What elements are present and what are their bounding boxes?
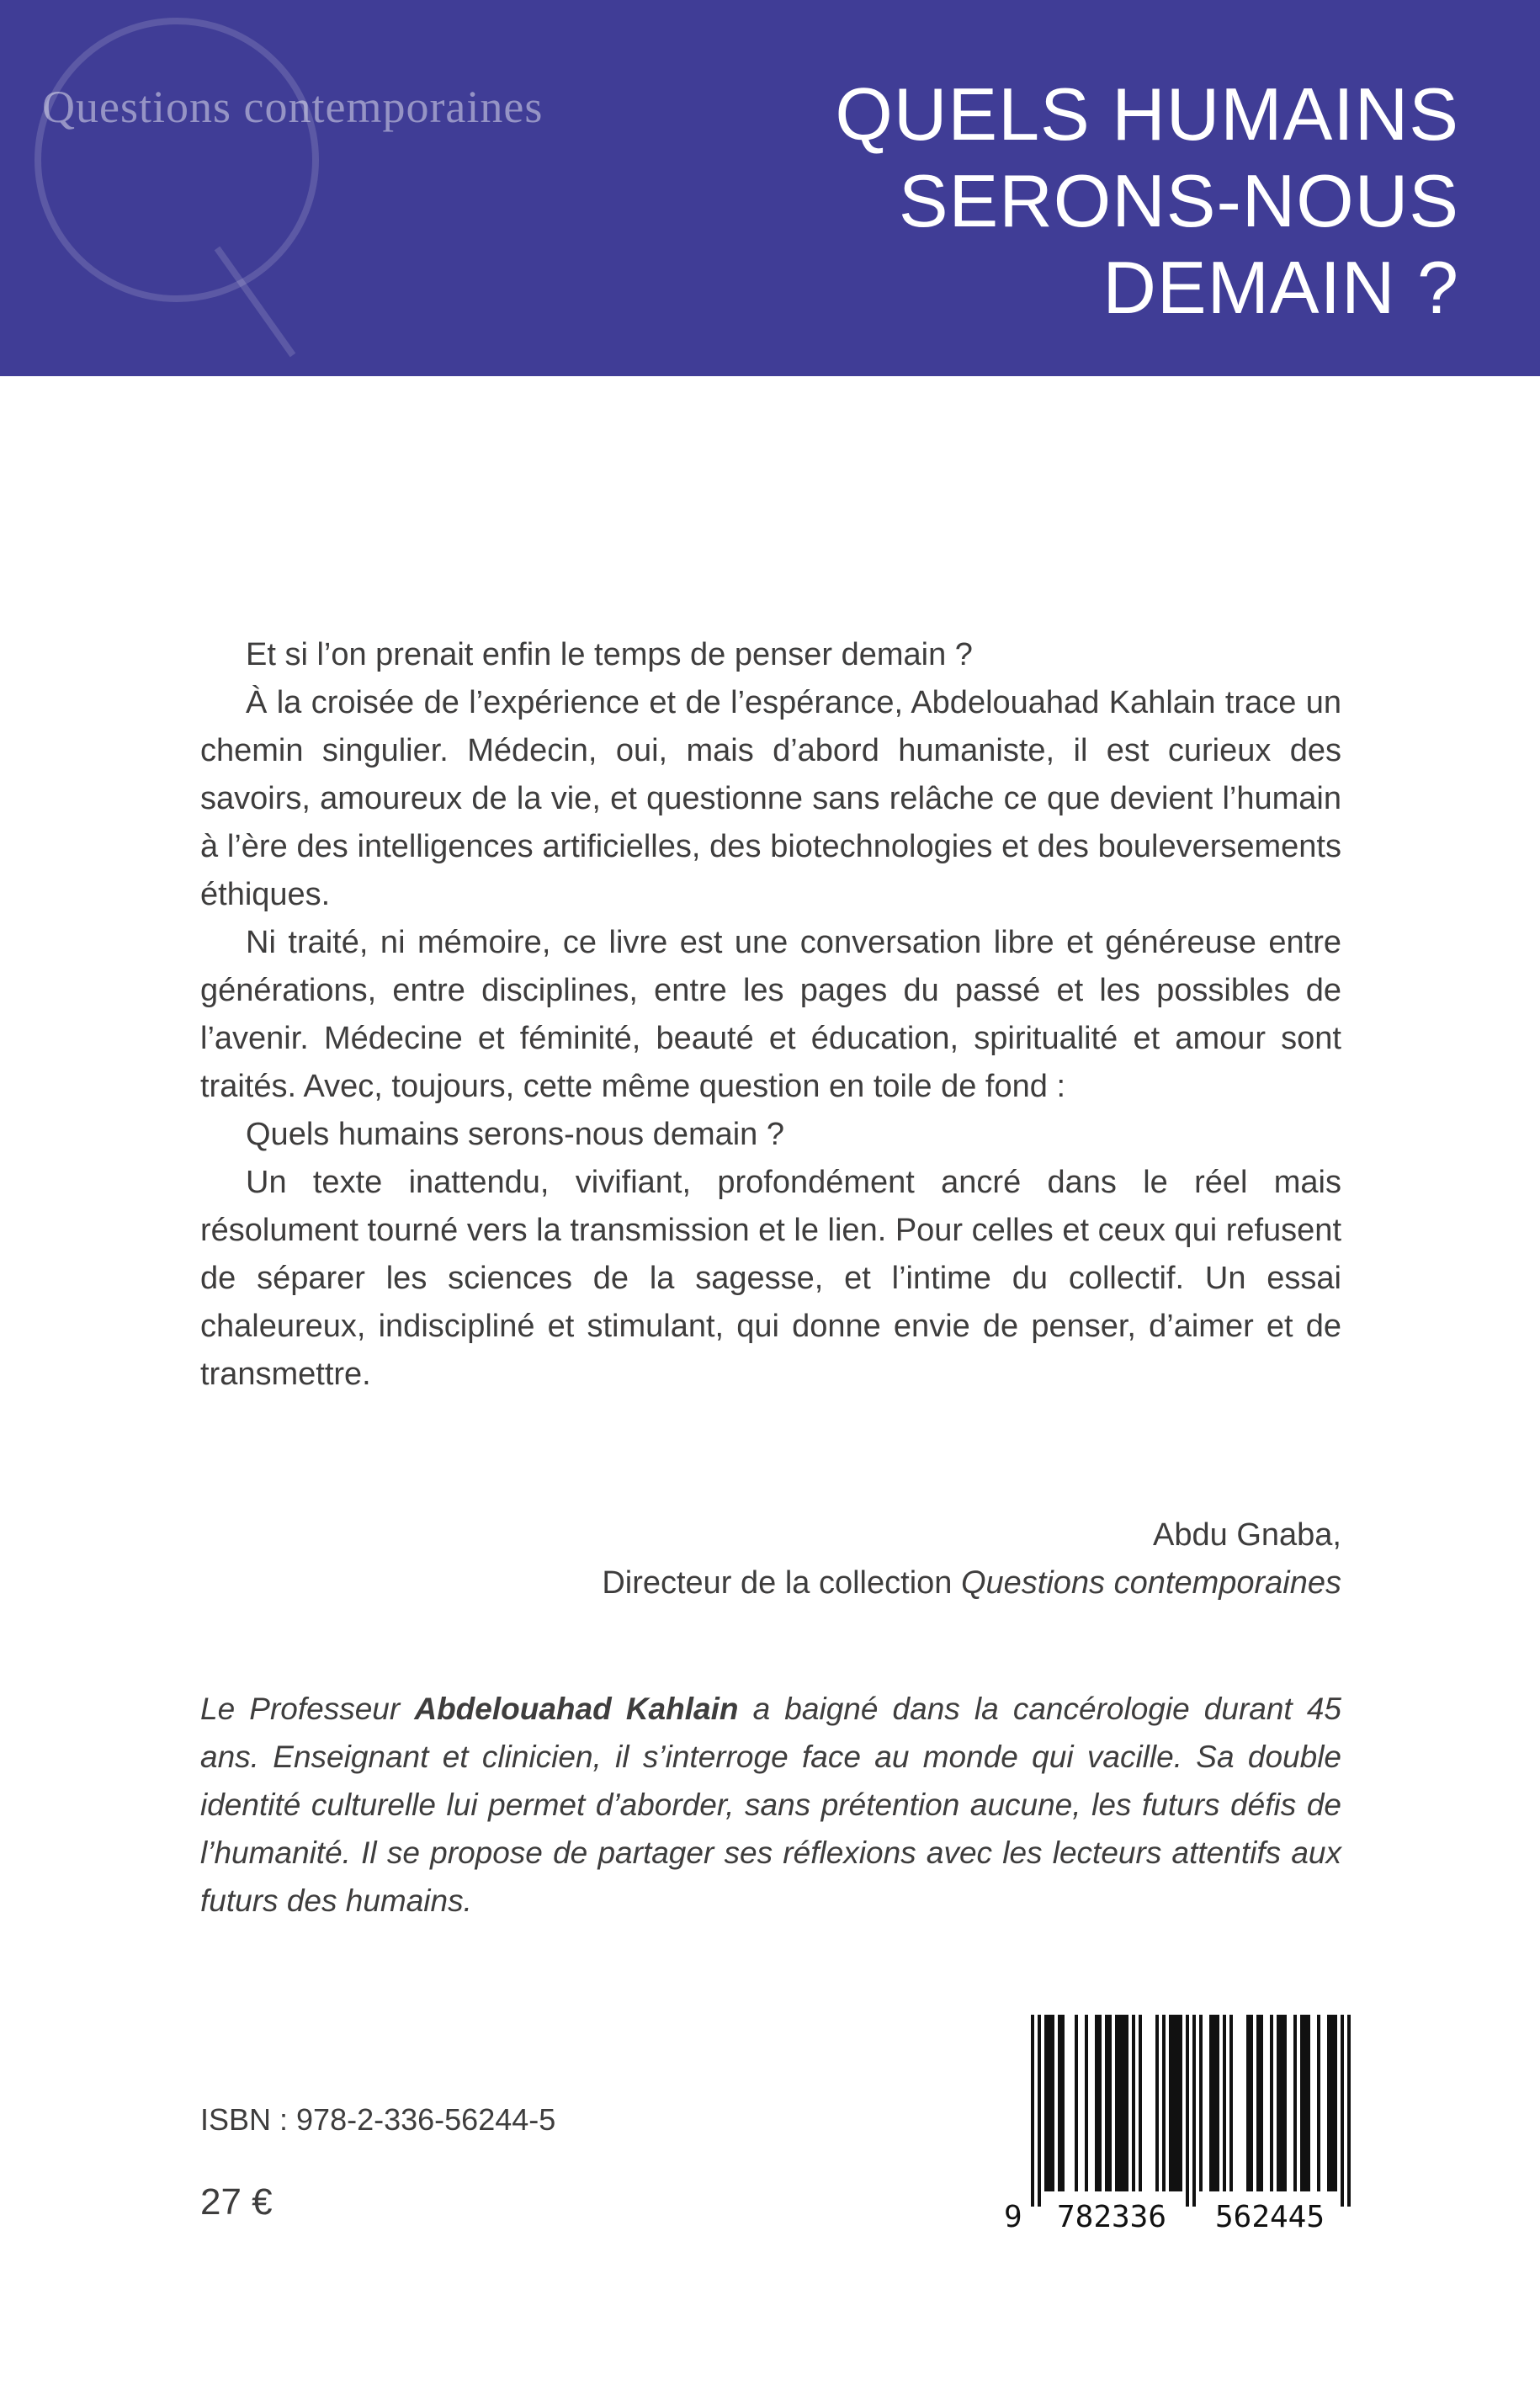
price-label: 27 € xyxy=(200,2181,273,2223)
top-band xyxy=(0,0,1540,376)
synopsis-paragraph: Un texte inattendu, vivifiant, profondément ancré dans le réel mais résolument tourné vers la transmission et le lien. Pour celles et ceux qui refusent de séparer les sciences de la sagesse, et l’intime du collectif. Un essai chaleureux, indiscipliné et stimulant, qui donne envie de penser, d’aimer et de transmettre. xyxy=(200,1165,1341,1392)
q-watermark-icon xyxy=(0,0,362,376)
barcode xyxy=(1002,2015,1378,2234)
synopsis-paragraph: Ni traité, ni mémoire, ce livre est une conversation libre et généreuse entre générations, entre disciplines, entre les pages du passé et les possibles de l’avenir. Médecine et féminité, beauté et éducation, spiritualité et amour sont traités. Avec, toujours, cette même question en toile de fond : xyxy=(200,925,1341,1104)
barcode-svg xyxy=(1002,2015,1378,2234)
bio-prefix: Le Professeur xyxy=(200,1692,415,1726)
synopsis-paragraph: Et si l’on prenait enfin le temps de penser demain ? xyxy=(246,637,973,672)
signature-role-prefix: Directeur de la collection xyxy=(602,1565,961,1601)
signature-role xyxy=(602,1559,1341,1607)
barcode-digits-left: 782336 xyxy=(1056,2200,1167,2234)
title-line-1: QUELS HUMAINS xyxy=(835,72,1459,156)
author-bio xyxy=(200,1685,1341,1925)
synopsis-paragraph: À la croisée de l’expérience et de l’espérance, Abdelouahad Kahlain trace un chemin singulier. Médecin, oui, mais d’abord humaniste, il est curieux des savoirs, amoureux de la vie, et questionne sans relâche ce que devient l’humain à l’ère des intelligences artificielles, des biotechnologies et des bouleversements éthiques. xyxy=(200,685,1341,912)
barcode-digit-first: 9 xyxy=(1004,2200,1022,2234)
bio-rest: a baigné dans la cancérologie durant 45 ans. Enseignant et clinicien, il s’interroge face au monde qui vacille. Sa double identité culturelle lui permet d’aborder, sans prétention aucune, les futurs défis de l’humanité. Il se propose de partager ses réflexions avec les lecteurs attentifs aux futurs des humains. xyxy=(200,1692,1341,1918)
barcode-digits-right: 562445 xyxy=(1214,2200,1325,2234)
collection-name: Questions contemporaines xyxy=(42,82,544,132)
signature-block xyxy=(602,1511,1341,1607)
title-line-2: SERONS-NOUS xyxy=(898,159,1459,242)
synopsis-paragraph: Quels humains serons-nous demain ? xyxy=(246,1117,785,1152)
book-title xyxy=(835,71,1459,331)
bio-author-name: Abdelouahad Kahlain xyxy=(414,1692,739,1726)
synopsis xyxy=(200,631,1341,1399)
barcode-bars xyxy=(1031,2015,1351,2207)
signature-role-collection: Questions contemporaines xyxy=(960,1565,1341,1601)
title-line-3: DEMAIN ? xyxy=(1102,246,1459,329)
signature-name: Abdu Gnaba, xyxy=(1153,1517,1341,1553)
isbn-label: ISBN : 978-2-336-56244-5 xyxy=(200,2102,556,2137)
author-bio-paragraph xyxy=(200,1685,1341,1925)
